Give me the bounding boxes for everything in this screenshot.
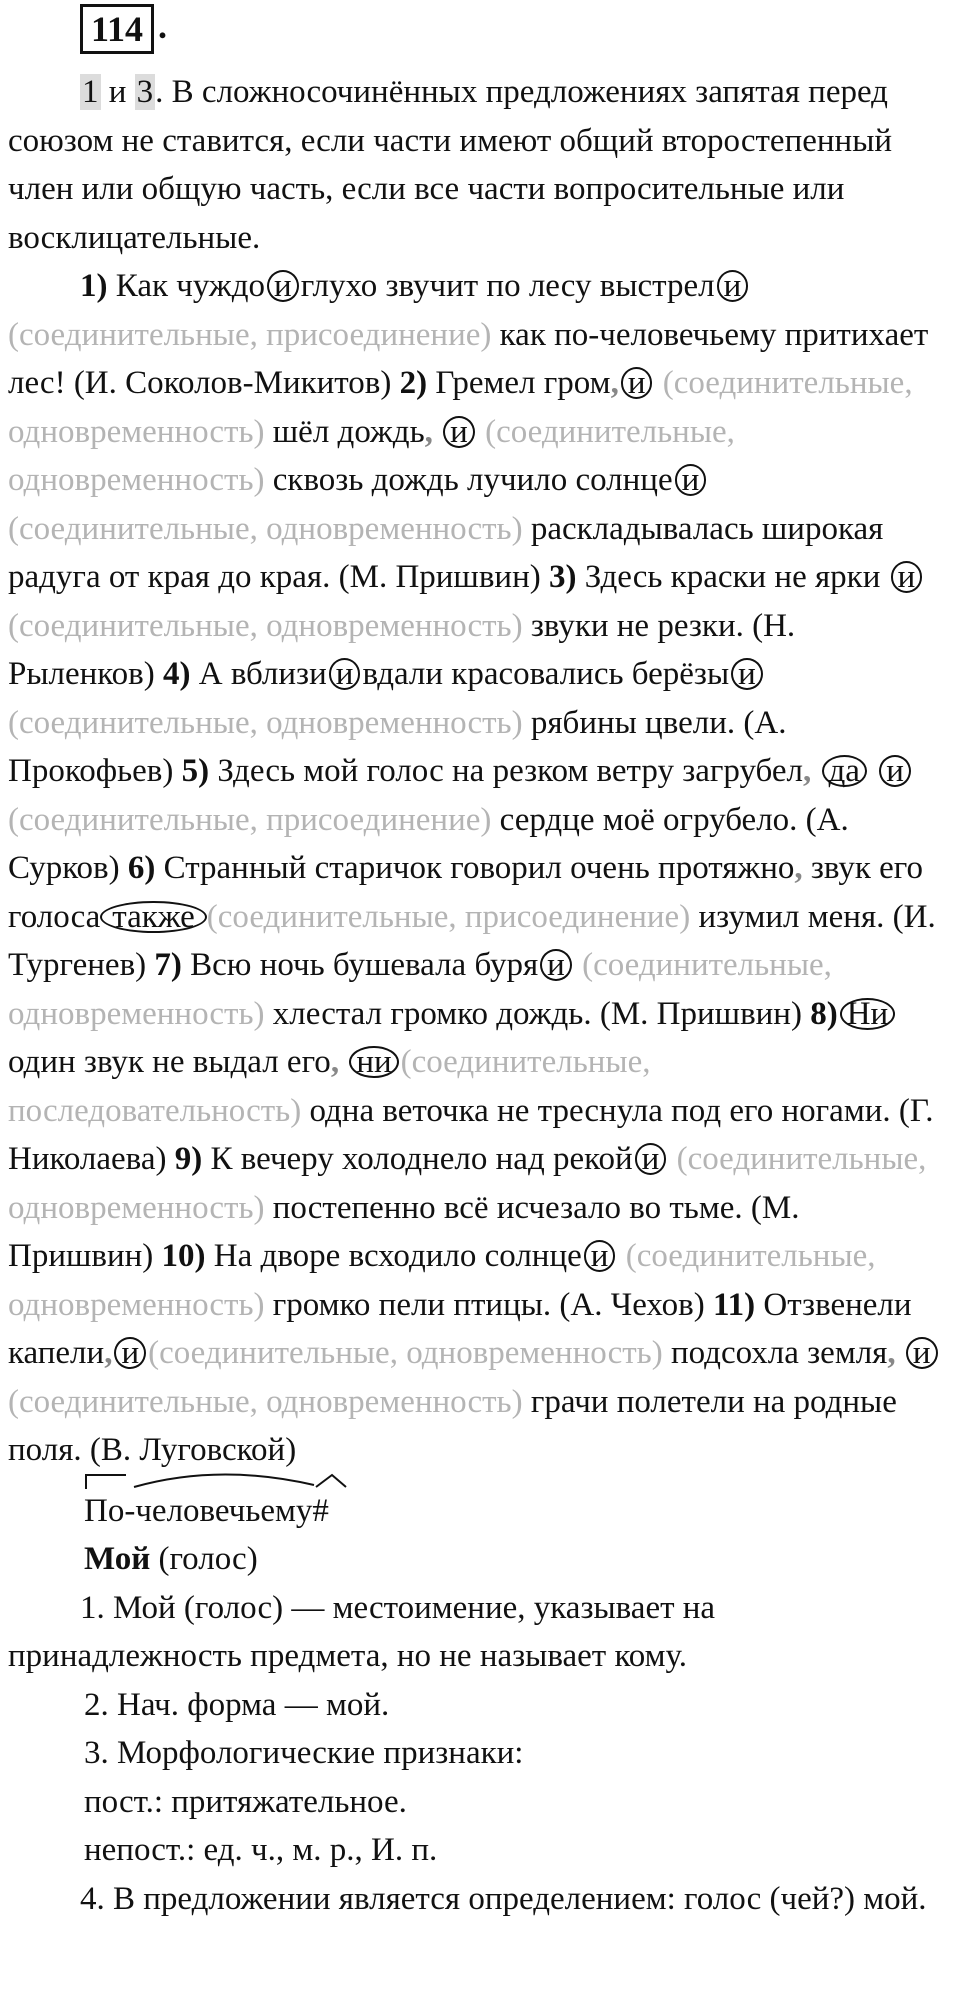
union-note: (соединительные, одновременность) <box>8 607 523 644</box>
union-oval: также <box>100 901 207 933</box>
analysis-line-1: 1. Мой (голос) — местоимение, указывает на принадлежность предмета, но не называет кому. <box>8 1589 716 1674</box>
task-number-dot: . <box>158 6 167 46</box>
sentence-ref-3: 3 <box>136 74 154 110</box>
union-note: (соединительные, одновременность) <box>8 704 523 741</box>
analysis-line-3: 3. Морфологические признаки: <box>84 1735 524 1771</box>
analysis-line-5: непост.: ед. ч., м. р., И. п. <box>84 1832 438 1868</box>
union-circle: и <box>675 464 707 496</box>
intro-paragraph: 1 и 3. В сложносочинённых предложениях запятая перед союзом не ставится, если части имеют общий второстепенный член или общую часть, если все части вопросительные или восклицательные. <box>8 74 893 256</box>
union-circle: и <box>879 755 911 787</box>
union-note: (соединительные, присоединение) <box>206 898 691 935</box>
analysis-line-2: 2. Нач. форма — мой. <box>84 1686 390 1723</box>
rule-text: . В сложносочинённых предложениях запятая перед союзом не ставится, если части имеют общий второстепенный член или общую часть, если все части вопросительные или восклицательные. <box>8 74 893 256</box>
union-note: (соединительные, присоединение) <box>8 316 492 353</box>
union-note: (соединительные, присоединение) <box>8 801 492 838</box>
task-number: 114 <box>80 4 154 54</box>
union-note: (соединительные, одновременность) <box>8 365 913 450</box>
union-circle: и <box>540 949 572 981</box>
union-circle: и <box>329 658 361 690</box>
analysis-line-4: пост.: притяжательное. <box>84 1783 407 1820</box>
union-note: (соединительные, одновременность) <box>8 1141 927 1226</box>
union-circle: и <box>114 1337 146 1369</box>
union-circle: и <box>267 270 299 302</box>
sentence-ref-1: 1 <box>82 74 99 110</box>
union-circle: и <box>621 367 653 399</box>
morpheme-marks <box>84 1471 354 1491</box>
union-circle: и <box>906 1337 938 1369</box>
union-circle: ни <box>349 1046 398 1078</box>
union-circle: и <box>891 561 923 593</box>
union-circle: и <box>635 1143 667 1175</box>
union-note: (соединительные, одновременность) <box>8 510 523 547</box>
union-circle: и <box>584 1240 616 1272</box>
union-note: (соединительные, одновременность) <box>8 413 735 498</box>
union-note: (соединительные, одновременность) <box>8 947 832 1032</box>
union-circle: Ни <box>840 998 896 1030</box>
sentences-paragraph: 1) Как чуждо и глухо звучит по лесу выстрел и (соединительные, присоединение) как по-человечьему притихает лес! (И. Соколов-Микитов) 2) Гремел гром, и (соединительные, одновременность) шёл дождь, и (соединительные, одновременность) сквозь дождь лучило солнце и(соединительные, одновременность) раскладывалась широкая радуга от края до края. (М. Пришвин) 3) Здесь краски не ярки и(соединительные, одновременность) звуки не резки. (Н. Рыленков) 4) А вблизи и вдали красовались берёзы и(соединительные, одновременность) рябины цвели. (А. Прокофьев) 5) Здесь мой голос на резком ветру загрубел, да и(соединительные, присоединение) сердце моё огрубело. (А. Сурков) 6) Странный старичок говорил очень протяжно, звук его голоса также (соединительные, присоединение) изумил меня. (И. Тургенев) 7) Всю ночь бушевала буря и (соединительные, одновременность) хлестал громко дождь. (М. Пришвин) 8) Ниодин звук не выдал его, ни (соединительные, последовательность) одна веточка не треснула под его ногами. (Г. Николаева) 9) К вечеру холоднело над рекой и (соединительные, одновременность) постепенно всё исчезало во тьме. (М. Пришвин) 10) На дворе всходило солнце и (соединительные, одновременность) громко пели птицы. (А. Чехов) 11) Отзвенели капели, и (соединительные, одновременность) подсохла земля, и(соединительные, одновременность) грачи полетели на родные поля. (В. Луговской) <box>8 268 936 1468</box>
union-note: (соединительные, одновременность) <box>8 1383 523 1420</box>
analysis-line-6: 4. В предложении является определением: голос (чей?) мой. <box>80 1880 927 1917</box>
union-note: (соединительные, последовательность) <box>8 1044 651 1129</box>
union-circle: и <box>443 416 475 448</box>
morpheme-analysis: По-человечьему# <box>8 1487 946 1536</box>
analysis-heading: Мой (голос) <box>84 1541 258 1577</box>
union-circle: и <box>731 658 763 690</box>
union-note: (соединительные, одновременность) <box>8 1238 876 1323</box>
union-circle: и <box>717 270 749 302</box>
exercise-text <box>8 68 946 1923</box>
union-note: (соединительные, одновременность) <box>148 1335 663 1371</box>
morpheme-word: По-человечьему <box>84 1487 312 1536</box>
union-circle: да <box>822 755 867 787</box>
